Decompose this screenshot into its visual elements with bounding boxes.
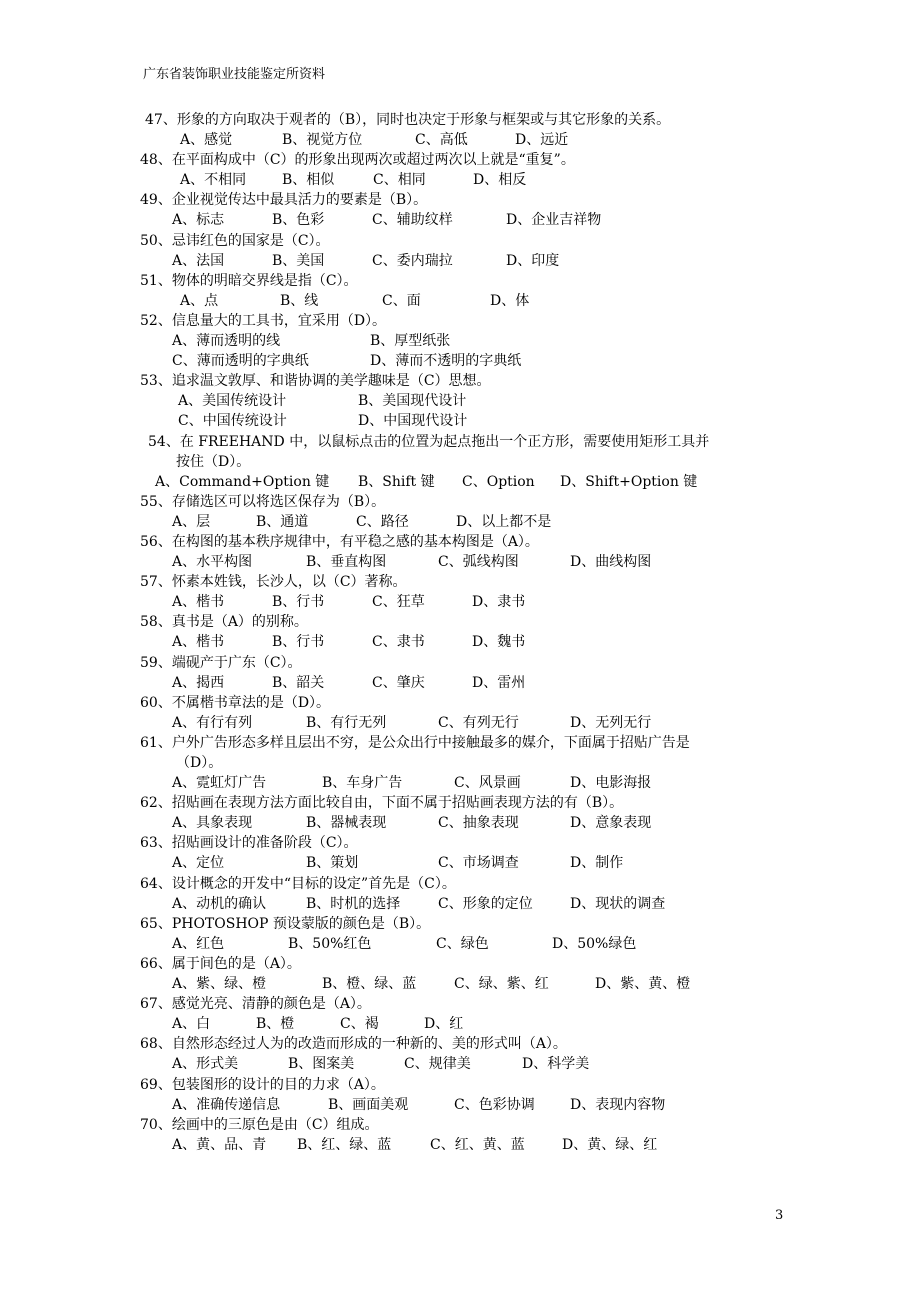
answer-option: A、薄而透明的线 <box>172 333 281 350</box>
answer-option: B、有行无列 <box>306 714 387 731</box>
answer-options-row <box>140 894 790 914</box>
answer-options-row <box>140 713 790 733</box>
answer-options-row <box>140 934 790 954</box>
answer-option: D、50%绿色 <box>552 935 637 952</box>
answer-options-row <box>140 552 790 572</box>
answer-option: A、霓虹灯广告 <box>172 775 267 792</box>
answer-option: C、高低 <box>415 132 468 149</box>
answer-option: D、意象表现 <box>570 815 652 832</box>
answer-option: A、形式美 <box>172 1056 239 1073</box>
question-text: 65、PHOTOSHOP 预设蒙版的颜色是（B）。 <box>140 915 431 932</box>
question-text: 47、形象的方向取决于观者的（B），同时也决定于形象与框架或与其它形象的关系。 <box>145 112 671 128</box>
question-text: 50、忌讳红色的国家是（C）。 <box>140 232 330 249</box>
answer-options-row <box>140 130 790 150</box>
answer-option: A、水平构图 <box>172 554 253 571</box>
answer-option: B、韶关 <box>272 674 325 691</box>
question-text: 67、感觉光亮、清静的颜色是（A）。 <box>140 996 371 1013</box>
answer-option: B、时机的选择 <box>306 895 401 912</box>
question-text: 49、企业视觉传达中最具活力的要素是（B）。 <box>140 192 428 209</box>
answer-option: C、隶书 <box>372 634 425 651</box>
answer-option: B、50%红色 <box>288 935 372 952</box>
question-text: 54、在 FREEHAND 中，以鼠标点击的位置为起点拖出一个正方形，需要使用矩形工具并 <box>148 433 710 450</box>
answer-options-row <box>140 1135 790 1155</box>
answer-option: D、表现内容物 <box>570 1096 666 1113</box>
answer-option: C、委内瑞拉 <box>372 252 453 269</box>
answer-options-row <box>140 1054 790 1074</box>
answer-option: C、路径 <box>356 513 409 530</box>
answer-options-row <box>140 773 790 793</box>
answer-options-row <box>140 331 790 351</box>
answer-option: C、风景画 <box>454 775 521 792</box>
answer-option: D、黄、绿、红 <box>562 1136 658 1153</box>
answer-option: D、无列无行 <box>570 714 652 731</box>
answer-option: A、楷书 <box>172 634 225 651</box>
answer-options-row <box>140 813 790 833</box>
answer-option: B、橙 <box>256 1016 295 1033</box>
answer-options-row <box>140 1014 790 1034</box>
answer-option: A、紫、绿、橙 <box>172 976 267 993</box>
answer-option: D、Shift+Option 键 <box>560 473 698 490</box>
question-continuation: （D）。 <box>176 755 223 771</box>
answer-option: A、准确传递信息 <box>172 1096 281 1113</box>
answer-option: A、白 <box>172 1016 211 1033</box>
answer-options-row <box>140 592 790 612</box>
question-text: 63、招贴画设计的准备阶段（C）。 <box>140 835 358 852</box>
answer-option: A、点 <box>180 292 219 309</box>
answer-option: D、中国现代设计 <box>358 413 468 430</box>
question-text: 56、在构图的基本秩序规律中，有平稳之感的基本构图是（A）。 <box>140 533 539 550</box>
answer-option: C、辅助纹样 <box>372 212 453 229</box>
question-text: 59、端砚产于广东（C）。 <box>140 654 302 671</box>
answer-option: D、制作 <box>570 855 624 872</box>
question-text: 55、存储选区可以将选区保存为（B）。 <box>140 493 386 510</box>
answer-option: D、电影海报 <box>570 775 652 792</box>
answer-options-row <box>140 411 790 431</box>
question-text: 66、属于间色的是（A）。 <box>140 955 301 972</box>
answer-option: D、印度 <box>506 252 560 269</box>
answer-option: C、绿色 <box>436 935 489 952</box>
answer-options-row <box>140 210 790 230</box>
answer-option: A、揭西 <box>172 674 225 691</box>
question-text: 60、不属楷书章法的是（D）。 <box>140 694 331 711</box>
answer-option: B、美国现代设计 <box>358 393 467 410</box>
answer-option: D、雷州 <box>472 674 526 691</box>
answer-option: D、科学美 <box>522 1056 590 1073</box>
answer-option: A、楷书 <box>172 594 225 611</box>
answer-option: D、魏书 <box>472 634 526 651</box>
answer-options-row <box>140 512 790 532</box>
answer-option: D、远近 <box>515 132 569 149</box>
answer-option: B、图案美 <box>288 1056 355 1073</box>
answer-option: A、具象表现 <box>172 815 253 832</box>
answer-option: B、厚型纸张 <box>370 333 451 350</box>
answer-option: B、视觉方位 <box>282 132 363 149</box>
answer-option: A、Command+Option 键 <box>155 473 330 490</box>
answer-option: C、狂草 <box>372 594 425 611</box>
answer-options-row <box>140 391 790 411</box>
answer-option: C、市场调查 <box>438 855 519 872</box>
answer-option: B、橙、绿、蓝 <box>322 976 417 993</box>
question-list <box>140 110 790 1155</box>
answer-option: D、紫、黄、橙 <box>595 976 691 993</box>
question-text: 57、怀素本姓钱，长沙人，以（C）著称。 <box>140 574 407 591</box>
answer-options-row <box>140 351 790 371</box>
answer-option: C、形象的定位 <box>438 895 533 912</box>
answer-option: A、层 <box>172 513 211 530</box>
question-text: 69、包装图形的设计的目的力求（A）。 <box>140 1076 385 1093</box>
answer-option: C、色彩协调 <box>454 1096 535 1113</box>
answer-option: C、规律美 <box>404 1056 471 1073</box>
answer-option: A、有行有列 <box>172 714 253 731</box>
answer-option: B、美国 <box>272 252 325 269</box>
answer-option: C、褐 <box>340 1016 379 1033</box>
answer-option: C、肇庆 <box>372 674 425 691</box>
answer-options-row <box>140 472 790 492</box>
answer-option: B、行书 <box>272 594 325 611</box>
question-text: 61、户外广告形态多样且层出不穷，是公众出行中接触最多的媒介，下面属于招贴广告是 <box>140 734 690 751</box>
answer-option: A、黄、品、青 <box>172 1136 267 1153</box>
question-text: 68、自然形态经过人为的改造而形成的一种新的、美的形式叫（A）。 <box>140 1036 567 1053</box>
page-number: 3 <box>775 1208 784 1223</box>
answer-option: D、体 <box>490 292 530 309</box>
answer-option: D、企业吉祥物 <box>506 212 602 229</box>
answer-option: B、红、绿、蓝 <box>297 1136 392 1153</box>
answer-options-row <box>140 291 790 311</box>
question-text: 52、信息量大的工具书，宜采用（D）。 <box>140 312 387 329</box>
answer-options-row <box>140 673 790 693</box>
answer-option: D、薄而不透明的字典纸 <box>370 353 522 370</box>
answer-option: B、垂直构图 <box>306 554 387 571</box>
answer-option: B、车身广告 <box>322 775 403 792</box>
answer-options-row <box>140 251 790 271</box>
answer-option: C、抽象表现 <box>438 815 519 832</box>
answer-option: C、红、黄、蓝 <box>430 1136 525 1153</box>
answer-option: C、面 <box>382 292 421 309</box>
answer-option: A、动机的确认 <box>172 895 267 912</box>
answer-options-row <box>140 974 790 994</box>
answer-option: C、弧线构图 <box>438 554 519 571</box>
answer-option: B、线 <box>280 292 319 309</box>
answer-option: D、红 <box>424 1016 464 1033</box>
answer-option: A、感觉 <box>180 132 233 149</box>
answer-option: C、Option <box>462 473 535 490</box>
answer-option: C、绿、紫、红 <box>454 976 549 993</box>
answer-option: B、相似 <box>282 172 335 189</box>
answer-option: A、标志 <box>172 212 225 229</box>
answer-option: B、Shift 键 <box>358 473 435 490</box>
answer-option: C、有列无行 <box>438 714 519 731</box>
question-text: 62、招贴画在表现方法方面比较自由，下面不属于招贴画表现方法的有（B）。 <box>140 795 624 812</box>
answer-option: D、相反 <box>473 172 527 189</box>
answer-option: B、通道 <box>256 513 309 530</box>
question-text: 58、真书是（A）的别称。 <box>140 614 308 631</box>
answer-options-row <box>140 1095 790 1115</box>
question-text: 48、在平面构成中（C）的形象出现两次或超过两次以上就是“重复”。 <box>140 152 575 169</box>
question-text: 53、追求温文敦厚、和谐协调的美学趣味是（C）思想。 <box>140 373 491 390</box>
answer-option: D、以上都不是 <box>456 513 552 530</box>
answer-option: A、美国传统设计 <box>178 393 287 410</box>
answer-option: C、薄而透明的字典纸 <box>172 353 309 370</box>
answer-option: A、定位 <box>172 855 225 872</box>
answer-option: A、不相同 <box>180 172 247 189</box>
answer-options-row <box>140 632 790 652</box>
answer-option: C、相同 <box>373 172 426 189</box>
question-continuation: 按住（D）。 <box>176 453 251 470</box>
answer-option: B、画面美观 <box>328 1096 409 1113</box>
answer-options-row <box>140 853 790 873</box>
question-text: 51、物体的明暗交界线是指（C）。 <box>140 272 358 289</box>
question-text: 70、绘画中的三原色是由（C）组成。 <box>140 1116 379 1133</box>
question-text: 64、设计概念的开发中“目标的设定”首先是（C）。 <box>140 875 456 892</box>
answer-option: D、曲线构图 <box>570 554 652 571</box>
answer-option: A、红色 <box>172 935 225 952</box>
answer-option: B、器械表现 <box>306 815 387 832</box>
answer-option: A、法国 <box>172 252 225 269</box>
answer-option: D、隶书 <box>472 594 526 611</box>
answer-option: B、策划 <box>306 855 359 872</box>
page-header: 广东省装饰职业技能鉴定所资料 <box>143 67 326 82</box>
answer-option: B、行书 <box>272 634 325 651</box>
answer-option: C、中国传统设计 <box>178 413 287 430</box>
answer-options-row <box>140 170 790 190</box>
answer-option: B、色彩 <box>272 212 325 229</box>
answer-option: D、现状的调查 <box>570 895 666 912</box>
